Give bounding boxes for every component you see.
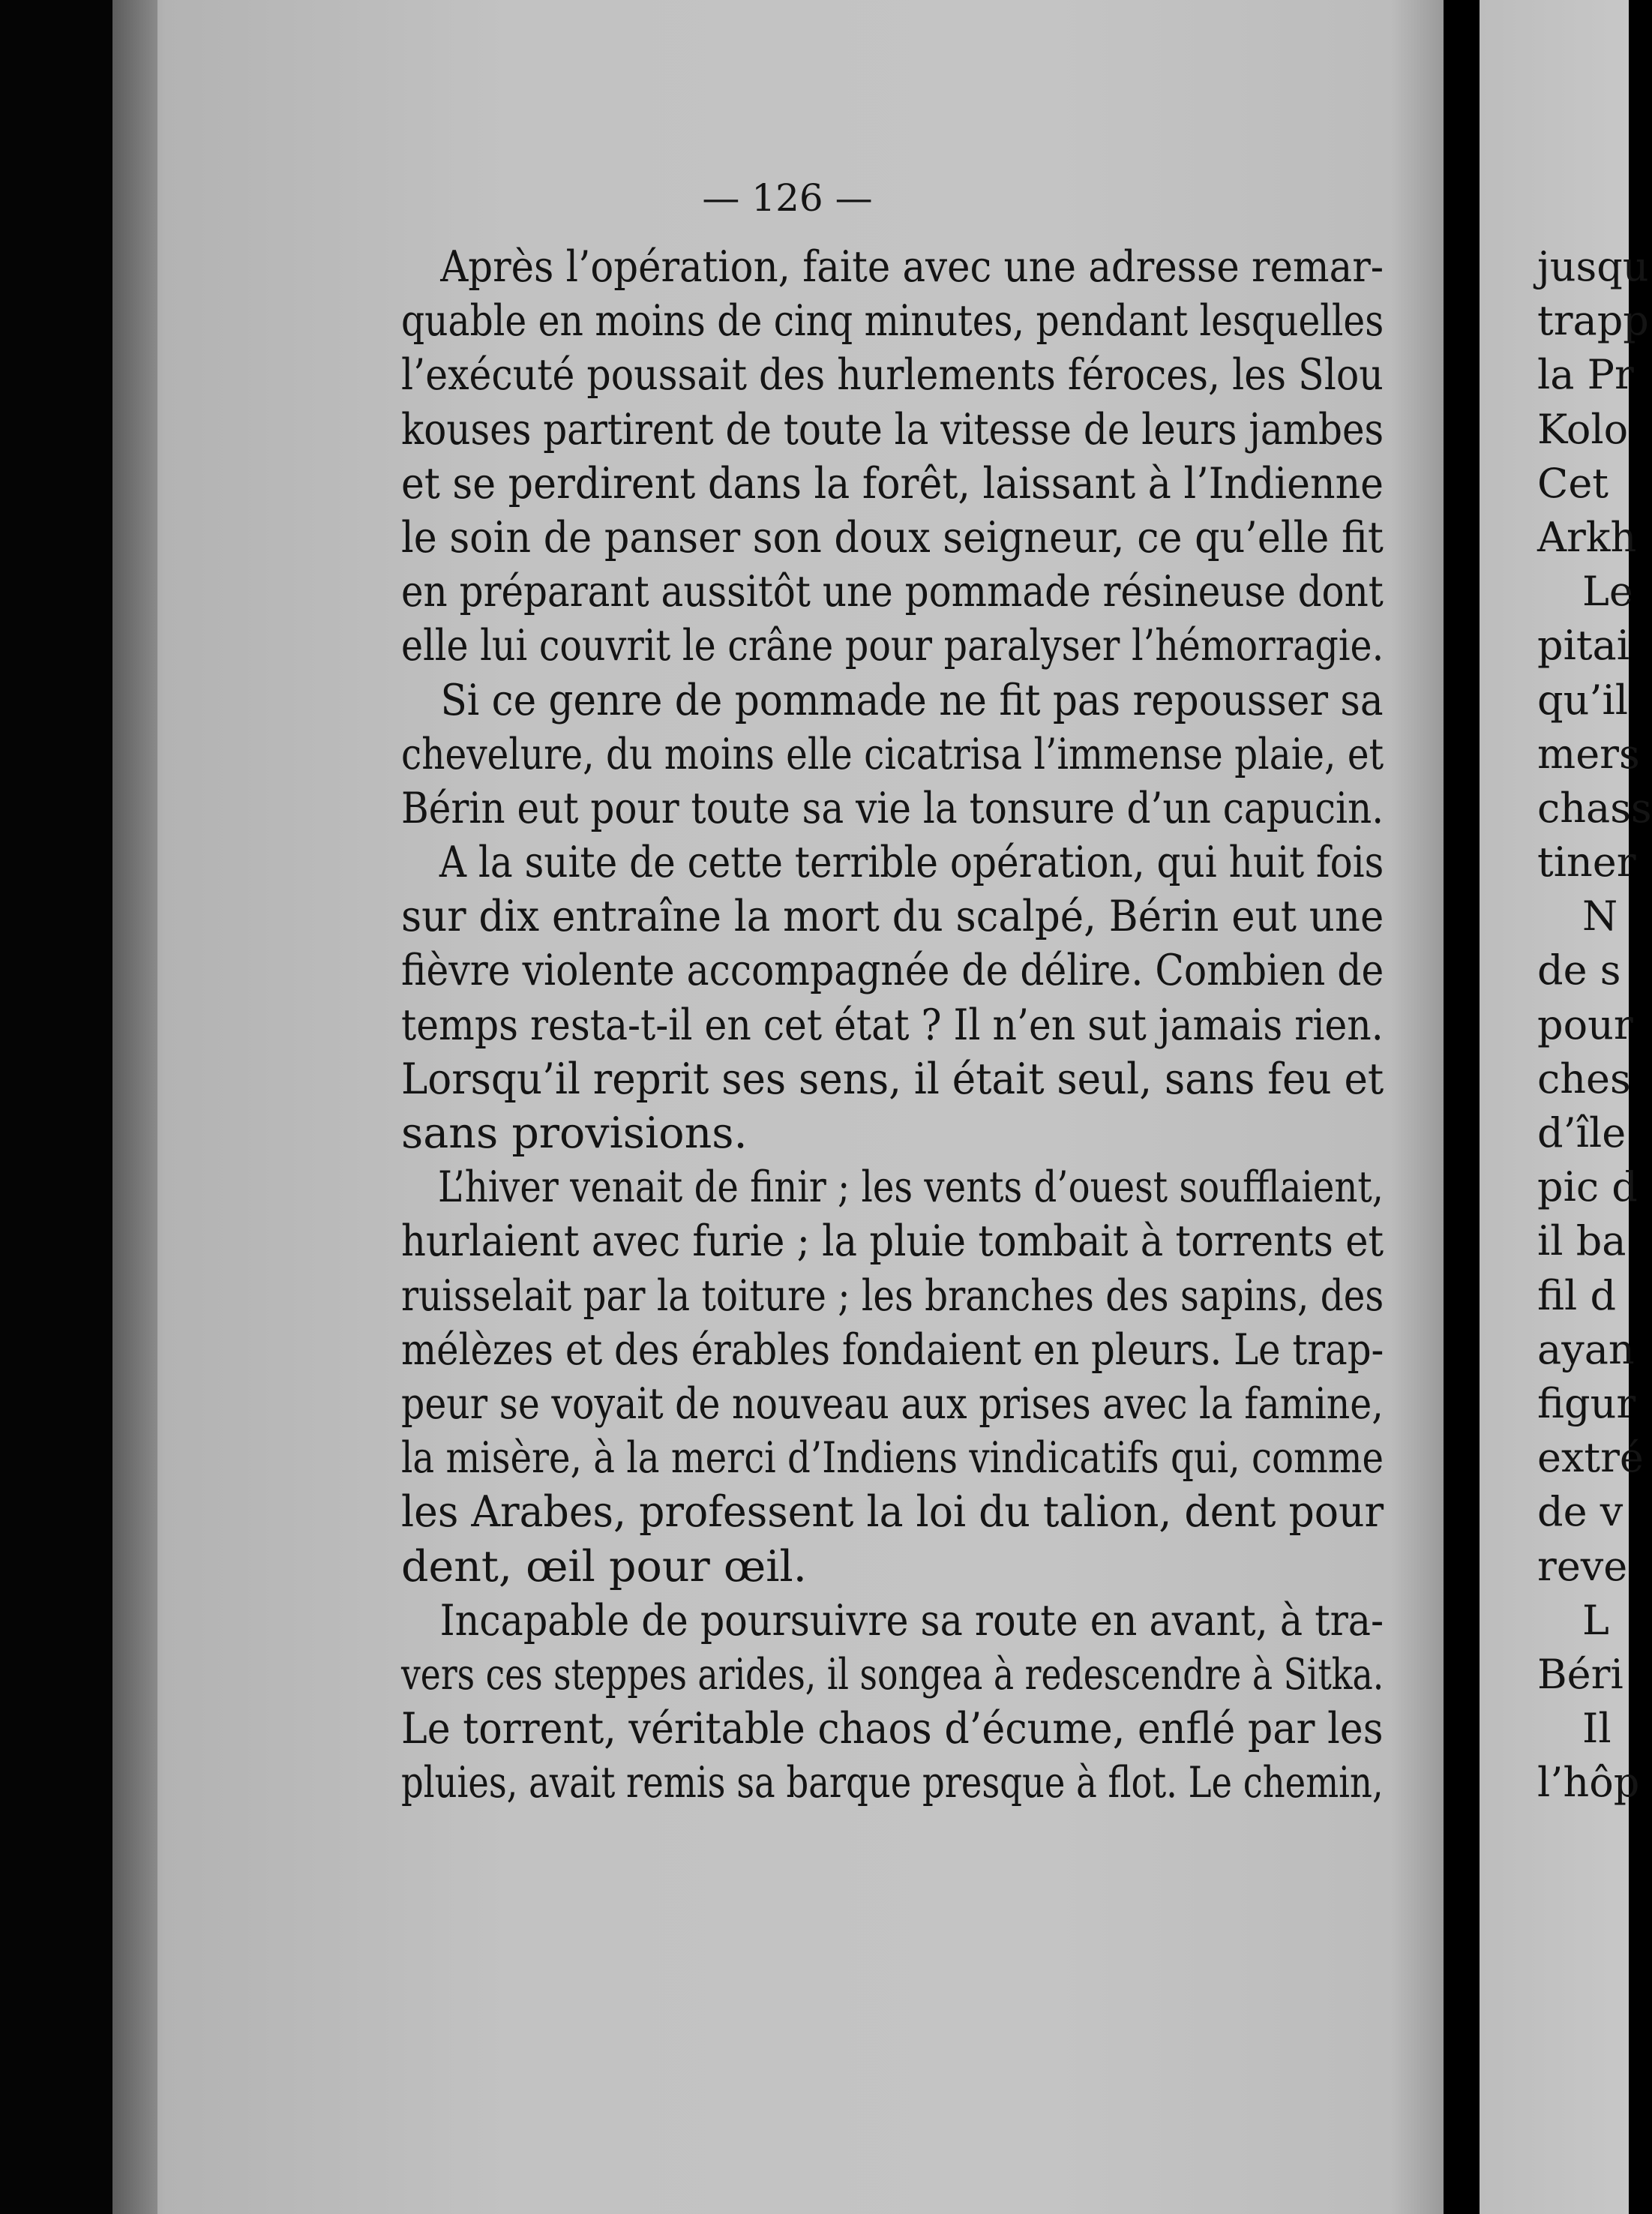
text-line: la misère, à la merci d’Indiens vindicatifs qui, comme (401, 1433, 1384, 1484)
facing-page-line: de s (1537, 946, 1621, 994)
facing-page-line: extré (1537, 1434, 1644, 1482)
facing-page-line: la Pr (1537, 351, 1634, 399)
facing-page-line: ayan (1537, 1325, 1635, 1373)
facing-page-line: tiner (1537, 838, 1636, 886)
text-line: Lorsqu’il reprit ses sens, il était seul, sans feu et (401, 1054, 1384, 1104)
paragraph (401, 674, 1384, 836)
page-body-text (401, 240, 1384, 1810)
text-line: vers ces steppes arides, il songea à redescendre à Sitka. (401, 1649, 1384, 1700)
paragraph (401, 836, 1384, 1160)
page-spine-shadow (112, 0, 157, 2214)
facing-page-line: Cet (1537, 459, 1609, 507)
facing-page-line: il ba (1537, 1217, 1627, 1265)
text-line: chevelure, du moins elle cicatrisa l’immense plaie, et (401, 729, 1384, 779)
text-line: pluies, avait remis sa barque presque à flot. Le chemin, (401, 1758, 1384, 1808)
text-line: Si ce genre de pommade ne fit pas repousser sa (440, 675, 1384, 725)
text-line: et se perdirent dans la forêt, laissant à l’Indienne (401, 458, 1384, 508)
text-line: kouses partirent de toute la vitesse de leurs jambes (401, 404, 1384, 454)
facing-page-line: de v (1537, 1488, 1624, 1536)
facing-page-line: figur (1537, 1379, 1636, 1427)
text-line: ruisselait par la toiture ; les branches des sapins, des (401, 1270, 1384, 1321)
facing-page-line: reve (1537, 1542, 1628, 1590)
paragraph (401, 240, 1384, 674)
facing-page-line: pitai (1537, 622, 1630, 670)
text-line: mélèzes et des érables fondaient en pleurs. Le trap- (401, 1324, 1384, 1375)
facing-page-line: mers (1537, 730, 1640, 778)
facing-page-line: pour (1537, 1000, 1633, 1048)
paragraph (401, 1160, 1384, 1594)
facing-page-line: Arkh (1537, 513, 1637, 561)
facing-page-line: N (1582, 892, 1618, 940)
text-line: temps resta-t-il en cet état ? Il n’en sut jamais rien. (401, 1000, 1384, 1050)
facing-page-line: Il (1582, 1705, 1612, 1753)
facing-page-line: Béri (1537, 1650, 1624, 1698)
text-line: hurlaient avec furie ; la pluie tombait à torrents et (401, 1216, 1384, 1267)
text-line: Bérin eut pour toute sa vie la tonsure d’un capucin. (401, 783, 1384, 833)
facing-page-line: l’hôp (1537, 1759, 1640, 1807)
facing-page-line: trapp (1537, 297, 1649, 345)
facing-page-line: fil d (1537, 1271, 1617, 1319)
text-line: l’exécuté poussait des hurlements féroces, les Slou (401, 350, 1384, 400)
text-line: les Arabes, professent la loi du talion, dent pour (401, 1487, 1384, 1538)
facing-page-line: chass (1537, 784, 1652, 832)
text-line: elle lui couvrit le crâne pour paralyser l’hémorragie. (401, 621, 1384, 671)
text-line: A la suite de cette terrible opération, qui huit fois (439, 838, 1384, 888)
page-number: — 126 — (702, 176, 873, 220)
facing-page-line: d’île (1537, 1109, 1627, 1156)
book-gutter (1444, 0, 1480, 2214)
facing-page-line: jusqu (1537, 243, 1649, 290)
text-line: dent, œil pour œil. (401, 1541, 807, 1592)
facing-page-line: Le (1582, 568, 1633, 616)
text-line: Le torrent, véritable chaos d’écume, enflé par les (401, 1704, 1384, 1754)
facing-page-line: Kolo (1537, 405, 1629, 453)
text-line: peur se voyait de nouveau aux prises avec la famine, (401, 1378, 1384, 1429)
text-line: le soin de panser son doux seigneur, ce qu’elle fit (401, 512, 1384, 562)
text-line: L’hiver venait de finir ; les vents d’ouest soufflaient, (437, 1162, 1384, 1213)
paragraph (401, 1594, 1384, 1810)
scan-left-margin (0, 0, 112, 2214)
facing-page-line: qu’il (1537, 676, 1629, 724)
text-line: en préparant aussitôt une pommade résineuse dont (401, 567, 1384, 617)
facing-page-line: pic d (1537, 1163, 1638, 1211)
text-line: fièvre violente accompagnée de délire. Combien de (401, 946, 1384, 996)
text-line: sans provisions. (401, 1108, 748, 1158)
facing-page-line: L (1582, 1596, 1609, 1644)
text-line: Après l’opération, faite avec une adresse remar- (440, 242, 1384, 292)
facing-page-line: ches (1537, 1054, 1631, 1102)
facing-page-text (1537, 240, 1652, 1810)
text-line: Incapable de poursuivre sa route en avant, à tra- (439, 1595, 1384, 1646)
text-line: quable en moins de cinq minutes, pendant lesquelles (401, 296, 1384, 346)
text-line: sur dix entraîne la mort du scalpé, Bérin eut une (401, 892, 1384, 942)
